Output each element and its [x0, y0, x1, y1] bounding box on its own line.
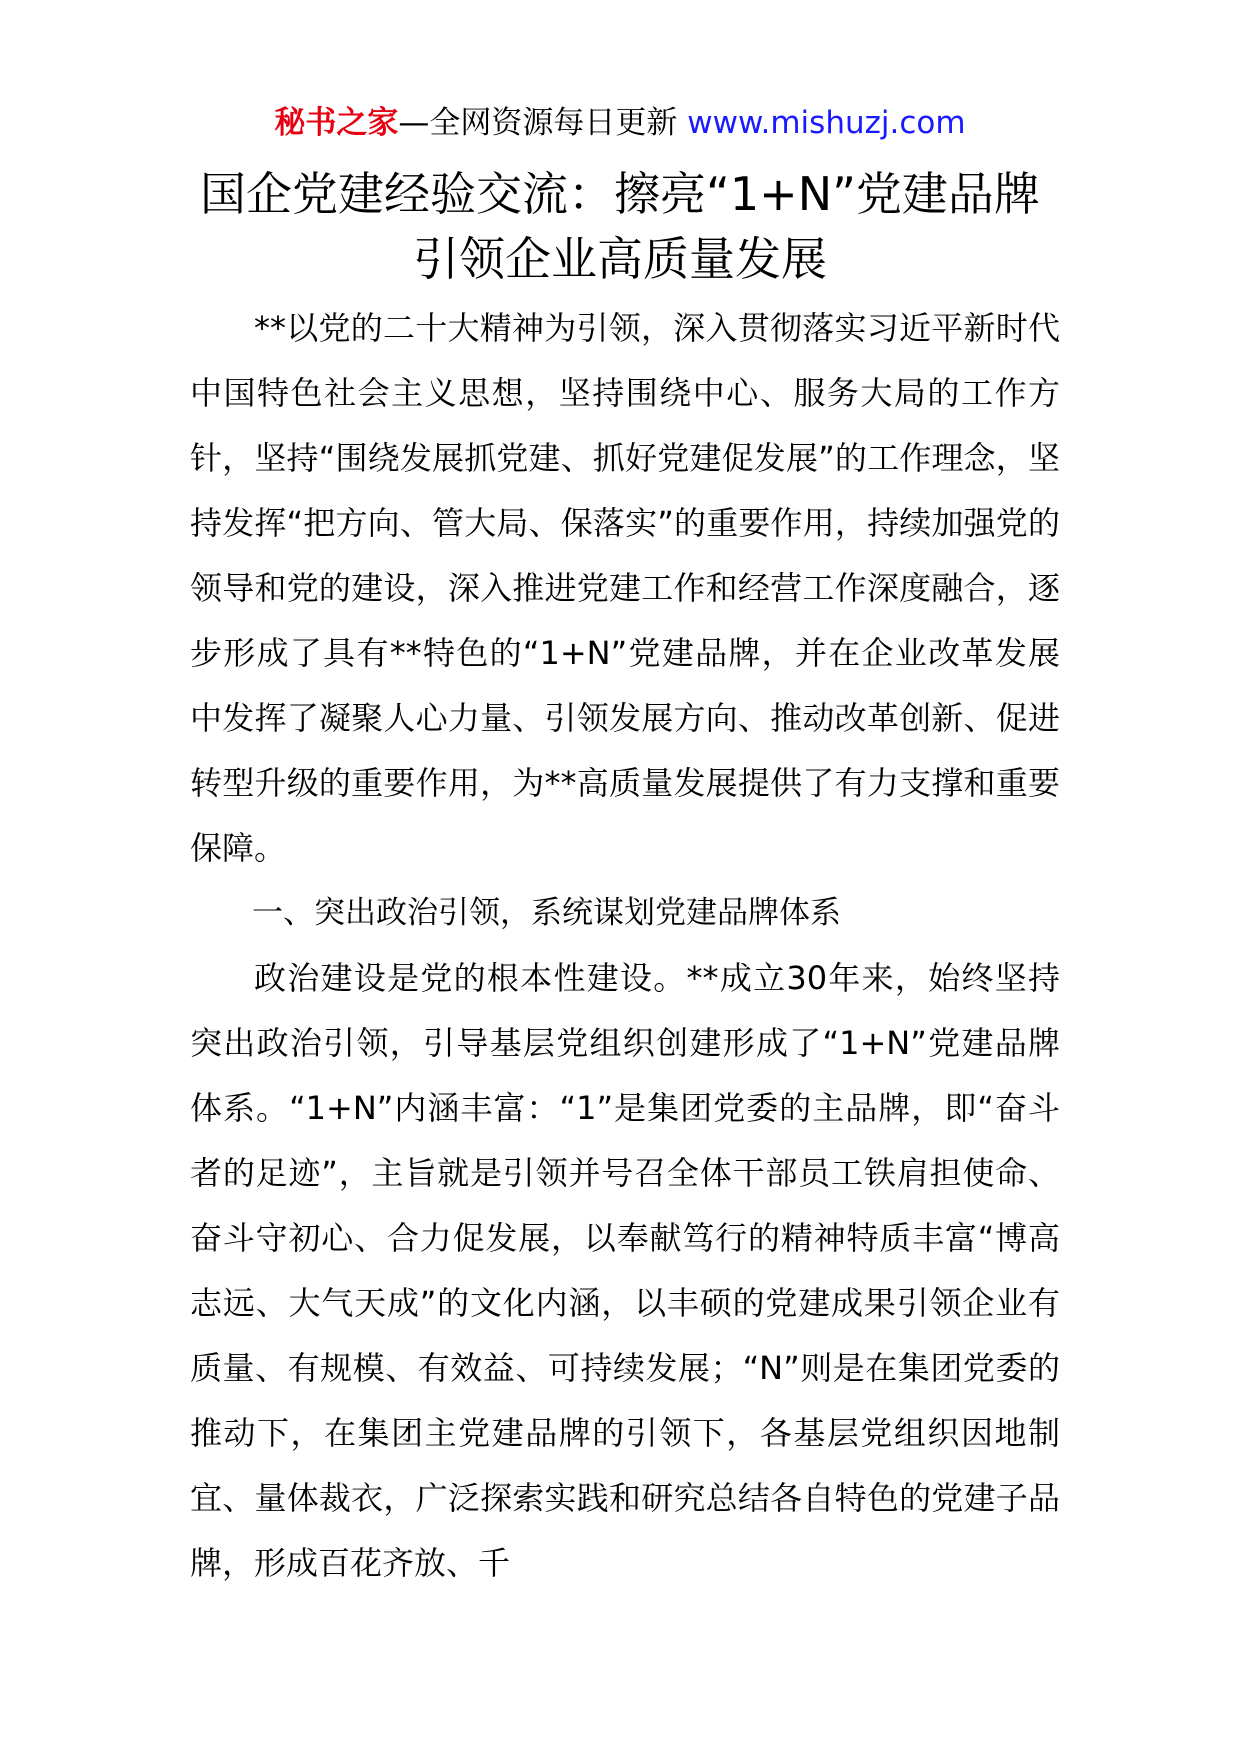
header-site-link[interactable]: www.mishuzj.com — [687, 105, 966, 141]
document-body — [190, 296, 1060, 1596]
body-paragraph-1: **以党的二十大精神为引领，深入贯彻落实习近平新时代中国特色社会主义思想，坚持围绕中心、服务大局的工作方针，坚持“围绕发展抓党建、抓好党建促发展”的工作理念，坚持发挥“把方向、管大局、保落实”的重要作用，持续加强党的领导和党的建设，深入推进党建工作和经营工作深度融合，逐步形成了具有**特色的“1+N”党建品牌，并在企业改革发展中发挥了凝聚人心力量、引领发展方向、推动改革创新、促进转型升级的重要作用，为**高质量发展提供了有力支撑和重要保障。 — [190, 309, 1060, 867]
section-heading-1: 一、突出政治引领，系统谋划党建品牌体系 — [252, 895, 841, 931]
title-line-1: 国企党建经验交流：擦亮“1+N”党建品牌 — [200, 167, 1040, 221]
title-line-2: 引领企业高质量发展 — [413, 232, 827, 286]
header-tagline: —全网资源每日更新 — [398, 105, 678, 141]
watermark-header — [0, 100, 1240, 146]
body-paragraph-2: 政治建设是党的根本性建设。**成立30年来，始终坚持突出政治引领，引导基层党组织创建形成了“1+N”党建品牌体系。“1+N”内涵丰富：“1”是集团党委的主品牌，即“奋斗者的足迹”，主旨就是引领并号召全体干部员工铁肩担使命、奋斗守初心、合力促发展，以奉献笃行的精神特质丰富“博高志远、大气天成”的文化内涵，以丰硕的党建成果引领企业有质量、有规模、有效益、可持续发展；“N”则是在集团党委的推动下，在集团主党建品牌的引领下，各基层党组织因地制宜、量体裁衣，广泛探索实践和研究总结各自特色的党建子品牌，形成百花齐放、千 — [190, 959, 1060, 1582]
header-brand: 秘书之家 — [274, 105, 399, 141]
document-title — [150, 162, 1090, 292]
